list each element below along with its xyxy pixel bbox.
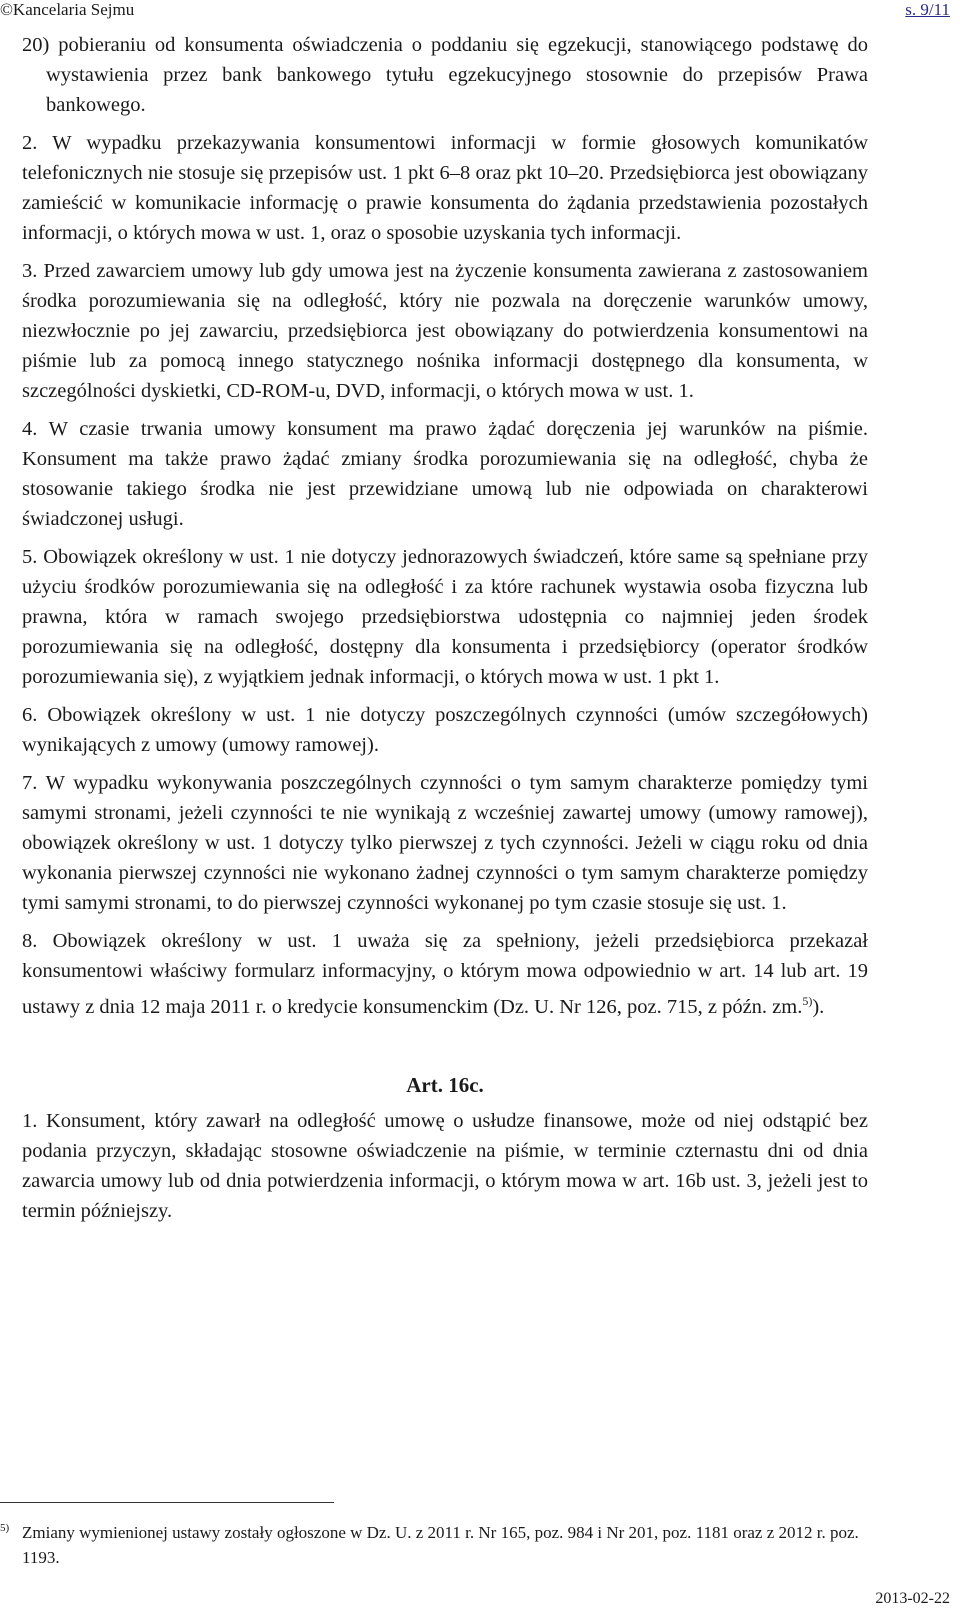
paragraph-8-text: 8. Obowiązek określony w ust. 1 uważa się za spełniony, jeżeli przedsiębiorca przekazał konsumentowi właściwy formularz informacyjny, o którym mowa odpowiednio w art. 14 lub art. 19 ustawy z dnia 12 maja 2011 r. o kredycie konsumenckim (Dz. U. Nr 126, poz. 715, z późn. zm. <box>22 930 868 1018</box>
article-title: Art. 16c. <box>406 1072 484 1097</box>
paragraph-6: 6. Obowiązek określony w ust. 1 nie dotyczy poszczególnych czynności (umów szczegółowych) wynikających z umowy (umowy ramowej). <box>22 704 868 756</box>
paragraph-3: 3. Przed zawarciem umowy lub gdy umowa jest na życzenie konsumenta zawierana z zastosowaniem środka porozumiewania się na odległość, który nie pozwala na doręczenie warunków umowy, niezwłocznie po jej zawarciu, przedsiębiorca jest obowiązany do potwierdzenia konsumentowi na piśmie lub za pomocą innego statycznego nośnika informacji dostępnego dla konsumenta, w szczególności dyskietki, CD-ROM-u, DVD, informacji, o których mowa w ust. 1. <box>22 260 868 402</box>
footnote-ref[interactable]: 5) <box>802 994 813 1008</box>
paragraph-7: 7. W wypadku wykonywania poszczególnych czynności o tym samym charakterze pomiędzy tymi samymi stronami, jeżeli czynności te nie wynikają z wcześniej zawartej umowy (umowy ramowej), obowiązek określony w ust. 1 dotyczy tylko pierwszej z tych czynności. Jeżeli w ciągu roku od dnia wykonania pierwszej czynności nie wykonano żadnej czynności o tym samym charakterze pomiędzy tymi samymi stronami, to do pierwszej czynności wykonanej po tym czasie stosuje się ust. 1. <box>22 772 868 914</box>
paragraph-item-20: 20) pobieraniu od konsumenta oświadczenia o poddaniu się egzekucji, stanowiącego podstawę do wystawienia przez bank bankowego tytułu egzekucyjnego stosownie do przepisów Prawa bankowego. <box>22 34 868 116</box>
paragraph-8 <box>22 926 868 1022</box>
document-date: 2013-02-22 <box>875 1590 950 1607</box>
footnote-text: Zmiany wymienionej ustawy zostały ogłoszone w Dz. U. z 2011 r. Nr 165, poz. 984 i Nr 201, poz. 1181 oraz z 2012 r. poz. 1193. <box>22 1523 859 1567</box>
paragraph-4: 4. W czasie trwania umowy konsument ma prawo żądać doręczenia jej warunków na piśmie. Konsument ma także prawo żądać zmiany środka porozumiewania się na odległość, chyba że stosowanie takiego środka nie jest przewidziane umową lub nie odpowiada on charakterowi świadczonej usługi. <box>22 418 868 530</box>
footnote <box>0 1520 868 1570</box>
footnote-mark: 5) <box>0 1522 10 1534</box>
page-number[interactable]: s. 9/11 <box>905 0 950 19</box>
document-body <box>22 30 868 1234</box>
article-paragraph-1: 1. Konsument, który zawarł na odległość umowę o usłudze finansowe, może od niej odstąpić bez podania przyczyn, składając stosowne oświadczenie na piśmie, w terminie czternastu dni od dnia zawarcia umowy lub od dnia potwierdzenia informacji, o którym mowa w art. 16b ust. 3, jeżeli jest to termin późniejszy. <box>22 1109 868 1222</box>
paragraph-5: 5. Obowiązek określony w ust. 1 nie dotyczy jednorazowych świadczeń, które same są spełniane przy użyciu środków porozumiewania się na odległość i za które rachunek wystawia osoba fizyczna lub prawna, która w ramach swojego przedsiębiorstwa udostępnia co najmniej jeden środek porozumiewania się na odległość, dostępny dla konsumenta i przedsiębiorcy (operator środków porozumiewania się), z wyjątkiem jednak informacji, o których mowa w ust. 1 pkt 1. <box>22 546 868 688</box>
paragraph-8-end: ). <box>812 995 825 1018</box>
paragraph-2: 2. W wypadku przekazywania konsumentowi informacji w formie głosowych komunikatów telefonicznych nie stosuje się przepisów ust. 1 pkt 6–8 oraz pkt 10–20. Przedsiębiorca jest obowiązany zamieścić w komunikacie informację o prawie konsumenta do żądania przedstawienia pozostałych informacji, o których mowa w ust. 1, oraz o sposobie uzyskania tych informacji. <box>22 132 868 244</box>
copyright-notice: ©Kancelaria Sejmu <box>0 0 135 19</box>
footnote-divider <box>0 1502 334 1503</box>
